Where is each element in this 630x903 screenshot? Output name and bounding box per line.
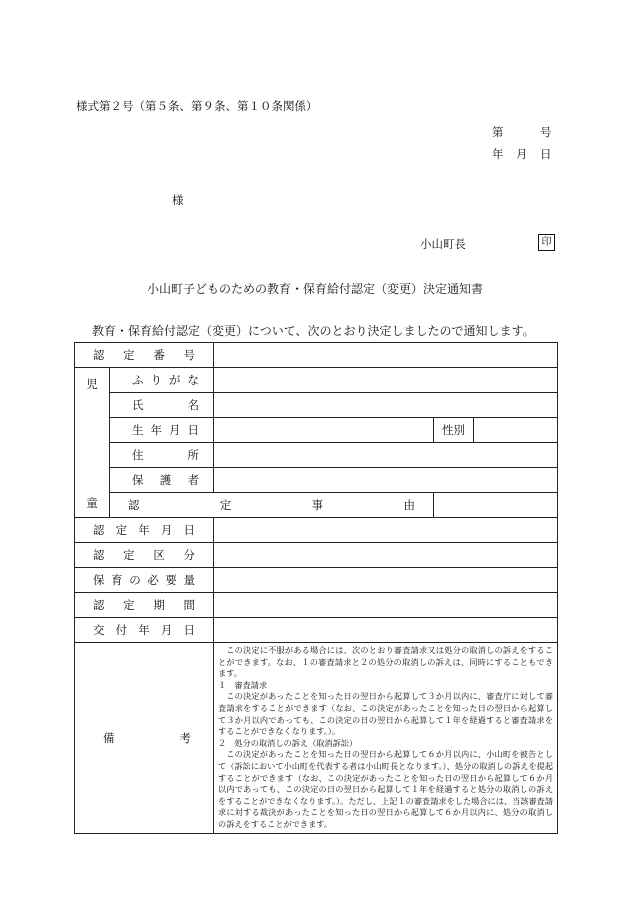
value-hogosha[interactable] [214, 468, 558, 493]
remarks-paragraph-1: この決定があったことを知った日の翌日から起算して３か月以内に、審査庁に対して審査請求をすることができます（なお、この決定があったことを知った日の翌日から起算して３か月以内であっても、この決定の日の翌日から起算して１年を経過すると審査請求をすることができなくなります。）。 [218, 691, 554, 737]
remarks-heading-1: １ 審査請求 [218, 679, 268, 690]
row-kofu-nengappi [75, 618, 558, 643]
row-furigana [75, 368, 558, 393]
label-shimei: 氏 名 [110, 393, 214, 418]
number-prefix-label: 第 [492, 125, 504, 139]
value-seinengappi[interactable] [214, 418, 434, 443]
value-nintei-kikan[interactable] [214, 593, 558, 618]
value-kofu-nengappi[interactable] [214, 618, 558, 643]
value-furigana[interactable] [214, 368, 558, 393]
label-hoiku-hitsuyoryo: 保 育 の 必 要 量 [75, 568, 214, 593]
recipient-honorific: 様 [172, 193, 184, 207]
year-label: 年 [492, 147, 504, 161]
remarks-paragraph-2: この決定があったことを知った日の翌日から起算して６か月以内に、小山町を被告として（訴訟において小山町を代表する者は小山町長となります。）、処分の取消しの訴えを提起することができます（なお、この決定があったことを知った日の翌日から起算して６か月以内であっても、この決定の日の翌日から起算して１年を経過すると処分の取消しの訴えをすることができなくなります。）。ただし、上記１の審査請求をした場合には、当該審査請求に対する裁決があったことを知った日の翌日から起算して６か月以内に、処分の取消しの訴えをすることができます。 [218, 749, 554, 829]
number-suffix-label: 号 [540, 125, 552, 139]
value-shimei[interactable] [214, 393, 558, 418]
value-seibetsu[interactable] [474, 418, 558, 443]
seal-stamp-box: 印 [538, 234, 555, 251]
form-number: 様式第２号（第５条、第９条、第１０条関係） [76, 99, 318, 113]
notification-form-table [74, 342, 558, 834]
row-nintei-nengappi [75, 518, 558, 543]
label-bikou: 備 考 [75, 643, 214, 834]
label-nintei-bangou: 認 定 番 号 [75, 343, 214, 368]
label-nintei-jiyu: 認 定 事 由 [110, 493, 434, 518]
label-jidou: 児 童 [75, 368, 110, 518]
label-seinengappi: 生 年 月 日 [110, 418, 214, 443]
value-nintei-kubun[interactable] [214, 543, 558, 568]
row-bikou [75, 643, 558, 834]
mayor-label: 小山町長 [420, 237, 466, 251]
row-hoiku-hitsuyoryo [75, 568, 558, 593]
remarks-intro: この決定に不服がある場合には、次のとおり審査請求又は処分の取消しの訴えをすることができます。なお、１の審査請求と２の処分の取消しの訴えは、同時にすることもできます。 [218, 645, 554, 679]
row-nintei-jiyu [75, 493, 558, 518]
row-nintei-bangou [75, 343, 558, 368]
row-hogosha [75, 468, 558, 493]
document-title: 小山町子どものための教育・保育給付認定（変更）決定通知書 [146, 282, 483, 296]
remarks-cell [214, 643, 558, 834]
row-shimei [75, 393, 558, 418]
label-seibetsu: 性別 [434, 418, 474, 443]
label-kofu-nengappi: 交 付 年 月 日 [75, 618, 214, 643]
label-nintei-kubun: 認 定 区 分 [75, 543, 214, 568]
day-label: 日 [540, 147, 552, 161]
row-nintei-kikan [75, 593, 558, 618]
value-nintei-jiyu[interactable] [434, 493, 558, 518]
value-hoiku-hitsuyoryo[interactable] [214, 568, 558, 593]
remarks-heading-2: ２ 処分の取消しの訴え（取消訴訟） [218, 737, 358, 748]
intro-text: 教育・保育給付認定（変更）について、次のとおり決定しましたので通知します。 [92, 324, 535, 338]
value-nintei-bangou[interactable] [214, 343, 558, 368]
row-seinengappi [75, 418, 558, 443]
label-hogosha: 保 護 者 [110, 468, 214, 493]
row-jusho [75, 443, 558, 468]
label-nintei-nengappi: 認 定 年 月 日 [75, 518, 214, 543]
value-nintei-nengappi[interactable] [214, 518, 558, 543]
row-nintei-kubun [75, 543, 558, 568]
value-jusho[interactable] [214, 443, 558, 468]
label-nintei-kikan: 認 定 期 間 [75, 593, 214, 618]
label-jusho: 住 所 [110, 443, 214, 468]
month-label: 月 [516, 147, 528, 161]
label-furigana: ふ り が な [110, 368, 214, 393]
